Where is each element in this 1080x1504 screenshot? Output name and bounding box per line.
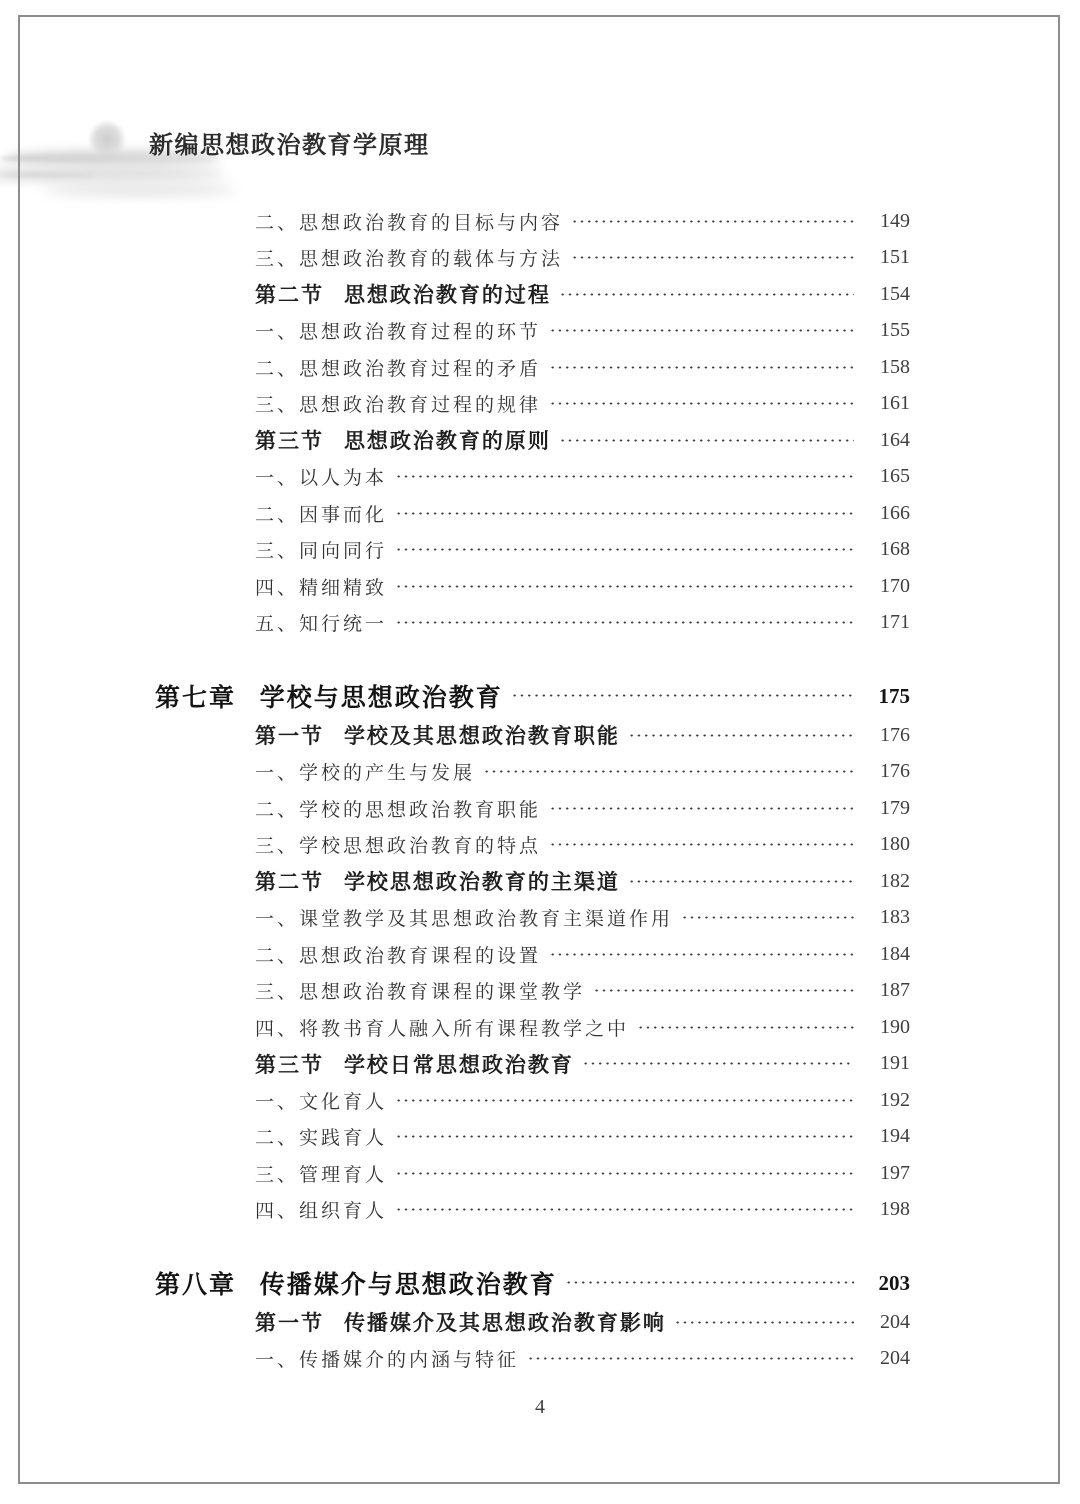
toc-entry-page: 166 (880, 501, 910, 524)
toc-entry-label (255, 1049, 574, 1079)
dot-leader (527, 1341, 854, 1378)
toc-entry-page: 194 (880, 1125, 910, 1148)
toc-entry-number: 第七章 (155, 684, 237, 712)
toc-entry-section (155, 863, 910, 900)
toc-entry-page: 191 (880, 1052, 910, 1075)
dot-leader (571, 240, 854, 277)
dot-leader (637, 1009, 854, 1046)
toc-entry-section (155, 1046, 910, 1083)
toc-entry-page: 180 (880, 833, 910, 856)
book-header-title: 新编思想政治教育学原理 (149, 133, 430, 159)
dot-leader (674, 1304, 854, 1341)
toc-entry-chapter (155, 1262, 910, 1304)
toc-entry-label: 二、学校的思想政治教育职能 (255, 799, 542, 821)
toc-entry-item (155, 459, 910, 496)
toc-entry-page: 176 (880, 723, 910, 746)
dot-leader (395, 532, 854, 569)
dot-leader (395, 495, 854, 532)
toc-entry-label: 二、思想政治教育课程的设置 (255, 945, 542, 967)
toc-entry-number: 第二节 (255, 284, 324, 308)
toc-entry-label: 一、以人为本 (255, 468, 388, 490)
dot-leader (593, 973, 854, 1010)
dot-leader (565, 1262, 854, 1304)
toc-entry-item (155, 386, 910, 423)
toc-entry-item (155, 349, 910, 386)
toc-entry-item (155, 495, 910, 532)
toc-entry-item (155, 754, 910, 791)
toc-entry-page: 154 (880, 282, 910, 305)
mountain-mist-icon (0, 167, 225, 181)
toc-entry-label: 一、课堂教学及其思想政治教育主渠道作用 (255, 909, 674, 931)
toc-entry-page: 182 (880, 869, 910, 892)
dot-leader (549, 349, 854, 386)
toc-entry-number: 第一节 (255, 1312, 324, 1336)
page-number: 4 (535, 1396, 545, 1418)
dot-leader (395, 1082, 854, 1119)
toc-entry-page: 168 (880, 538, 910, 561)
mountain-mist-icon (45, 184, 235, 196)
toc-entry-item (155, 240, 910, 277)
toc-entry-chapter (155, 675, 910, 717)
toc-entry-label (255, 720, 620, 750)
toc-entry-page: 175 (878, 683, 910, 708)
toc-entry-label (255, 279, 551, 309)
toc-entry-label: 三、学校思想政治教育的特点 (255, 836, 542, 858)
toc-entry-label: 一、学校的产生与发展 (255, 763, 476, 785)
toc-entry-label: 一、思想政治教育过程的环节 (255, 322, 542, 344)
toc-entry-page: 203 (878, 1270, 910, 1295)
toc-entry-page: 158 (880, 355, 910, 378)
toc-entry-label (255, 425, 551, 455)
toc-entry-item (155, 1082, 910, 1119)
toc-entry-page: 204 (880, 1347, 910, 1370)
dot-leader (681, 900, 854, 937)
toc-entry-number: 第三节 (255, 430, 324, 454)
toc-entry-item (155, 1155, 910, 1192)
toc-entry-label: 一、传播媒介的内涵与特征 (255, 1350, 520, 1372)
dot-leader (582, 1046, 854, 1083)
toc-entry-label: 三、思想政治教育课程的课堂教学 (255, 982, 586, 1004)
toc-entry-page: 161 (880, 392, 910, 415)
toc-entry-page: 190 (880, 1015, 910, 1038)
toc-entry-page: 184 (880, 942, 910, 965)
dot-leader (395, 568, 854, 605)
toc-entry-section (155, 1304, 910, 1341)
toc-entry-label: 三、管理育人 (255, 1164, 388, 1186)
toc-entry-label (255, 1307, 666, 1337)
toc-entry-label: 三、同向同行 (255, 541, 388, 563)
toc-entry-number: 第一节 (255, 725, 324, 749)
toc-entry-item (155, 568, 910, 605)
toc-entry-item (155, 1119, 910, 1156)
dot-leader (395, 1192, 854, 1229)
toc-entry-title: 学校日常思想政治教育 (343, 1053, 574, 1077)
toc-entry-item (155, 827, 910, 864)
toc-entry-page: 187 (880, 979, 910, 1002)
toc-entry-section (155, 422, 910, 459)
toc-entry-label: 二、思想政治教育过程的矛盾 (255, 358, 542, 380)
toc-entry-item (155, 313, 910, 350)
dot-leader (395, 1155, 854, 1192)
toc-entry-title: 传播媒介与思想政治教育 (259, 1271, 557, 1299)
dot-leader (549, 827, 854, 864)
toc-entry-item (155, 790, 910, 827)
dot-leader (559, 276, 854, 313)
dot-leader (483, 754, 854, 791)
toc-entry-label: 四、将教书育人融入所有课程教学之中 (255, 1018, 630, 1040)
dot-leader (571, 203, 854, 240)
toc-entry-label: 一、文化育人 (255, 1091, 388, 1113)
dot-leader (549, 313, 854, 350)
toc-entry-number: 第八章 (155, 1271, 237, 1299)
dot-leader (511, 675, 854, 717)
toc-entry-page: 192 (880, 1088, 910, 1111)
dot-leader (549, 386, 854, 423)
toc-entry-label: 五、知行统一 (255, 614, 388, 636)
dot-leader (549, 790, 854, 827)
toc-entry-label: 四、组织育人 (255, 1201, 388, 1223)
toc-entry-title: 思想政治教育的过程 (343, 284, 551, 308)
toc-entry-item (155, 973, 910, 1010)
toc-entry-page: 204 (880, 1310, 910, 1333)
toc-entry-label: 四、精细精致 (255, 577, 388, 599)
toc-entry-page: 176 (880, 760, 910, 783)
toc-entry-label (155, 678, 503, 714)
table-of-contents (155, 203, 910, 1377)
toc-entry-section (155, 276, 910, 313)
toc-entry-page: 164 (880, 428, 910, 451)
toc-entry-page: 165 (880, 465, 910, 488)
toc-entry-number: 第三节 (255, 1053, 324, 1077)
toc-entry-item (155, 1192, 910, 1229)
toc-entry-page: 197 (880, 1161, 910, 1184)
dot-leader (628, 863, 854, 900)
toc-entry-page: 171 (880, 611, 910, 634)
toc-entry-item (155, 900, 910, 937)
toc-entry-page: 170 (880, 574, 910, 597)
toc-entry-page: 183 (880, 906, 910, 929)
toc-entry-label (155, 1265, 557, 1301)
toc-entry-item (155, 1341, 910, 1378)
toc-entry-item (155, 936, 910, 973)
toc-entry-label: 二、实践育人 (255, 1128, 388, 1150)
dot-leader (395, 605, 854, 642)
toc-entry-label: 二、思想政治教育的目标与内容 (255, 212, 564, 234)
toc-entry-page: 198 (880, 1198, 910, 1221)
dot-leader (628, 717, 854, 754)
toc-entry-page: 155 (880, 319, 910, 342)
toc-entry-label: 三、思想政治教育过程的规律 (255, 395, 542, 417)
dot-leader (559, 422, 854, 459)
toc-entry-item (155, 605, 910, 642)
toc-entry-section (155, 717, 910, 754)
toc-entry-title: 学校思想政治教育的主渠道 (343, 871, 620, 895)
toc-entry-title: 学校及其思想政治教育职能 (343, 725, 620, 749)
toc-entry-page: 149 (880, 209, 910, 232)
toc-entry-label: 三、思想政治教育的载体与方法 (255, 249, 564, 271)
toc-entry-title: 传播媒介及其思想政治教育影响 (343, 1312, 666, 1336)
dot-leader (395, 459, 854, 496)
toc-entry-label (255, 866, 620, 896)
dot-leader (395, 1119, 854, 1156)
toc-entry-label: 二、因事而化 (255, 504, 388, 526)
toc-entry-number: 第二节 (255, 871, 324, 895)
dot-leader (549, 936, 854, 973)
toc-entry-title: 思想政治教育的原则 (343, 430, 551, 454)
toc-entry-page: 151 (880, 246, 910, 269)
toc-entry-title: 学校与思想政治教育 (259, 684, 503, 712)
toc-entry-item (155, 532, 910, 569)
toc-entry-page: 179 (880, 796, 910, 819)
toc-entry-item (155, 1009, 910, 1046)
toc-entry-item (155, 203, 910, 240)
